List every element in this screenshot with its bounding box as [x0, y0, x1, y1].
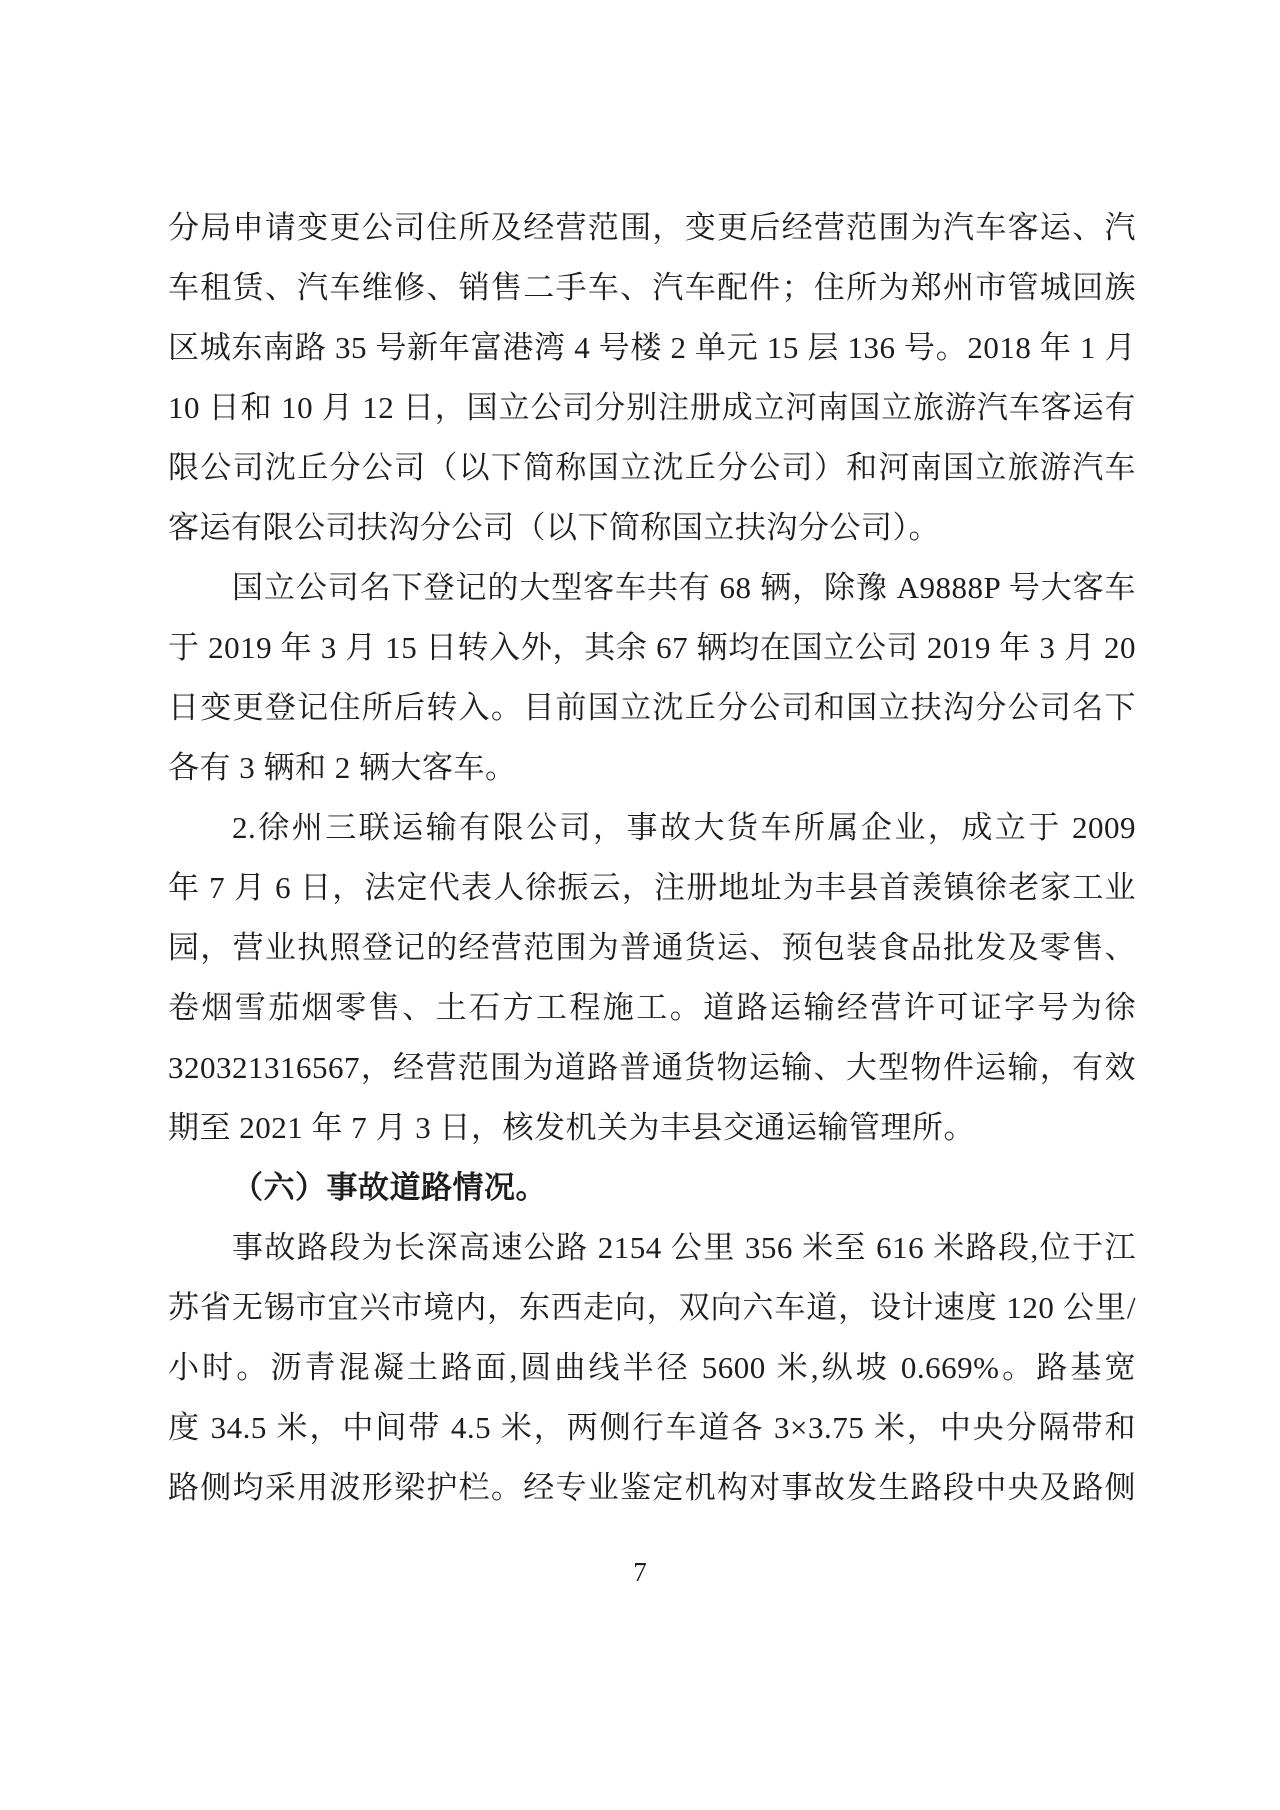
text-line: 限公司沈丘分公司（以下简称国立沈丘分公司）和河南国立旅游汽车	[168, 450, 1136, 485]
text-line: 日变更登记住所后转入。目前国立沈丘分公司和国立扶沟分公司名下	[168, 690, 1136, 725]
text-line: 于 2019 年 3 月 15 日转入外，其余 67 辆均在国立公司 2019 年 3 月 20	[168, 630, 1136, 665]
text-line: 度 34.5 米，中间带 4.5 米，两侧行车道各 3×3.75 米，中央分隔带和	[168, 1410, 1136, 1445]
text-line: 各有 3 辆和 2 辆大客车。	[168, 750, 517, 785]
section-heading: （六）事故道路情况。	[232, 1170, 547, 1205]
text-line: 路侧均采用波形梁护栏。经专业鉴定机构对事故发生路段中央及路侧	[168, 1470, 1136, 1505]
text-block	[168, 198, 1136, 1518]
text-line: 卷烟雪茄烟零售、土石方工程施工。道路运输经营许可证字号为徐	[168, 990, 1136, 1025]
text-line: 园，营业执照登记的经营范围为普通货运、预包装食品批发及零售、	[168, 930, 1136, 965]
text-line: 客运有限公司扶沟分公司（以下简称国立扶沟分公司）。	[168, 510, 940, 545]
text-line: 区城东南路 35 号新年富港湾 4 号楼 2 单元 15 层 136 号。2018 年 1 月	[168, 330, 1136, 365]
text-line: 事故路段为长深高速公路 2154 公里 356 米至 616 米路段,位于江	[232, 1230, 1136, 1265]
text-line: 车租赁、汽车维修、销售二手车、汽车配件；住所为郑州市管城回族	[168, 270, 1136, 305]
text-line: 年 7 月 6 日，法定代表人徐振云，注册地址为丰县首羡镇徐老家工业	[168, 870, 1136, 905]
text-line: 国立公司名下登记的大型客车共有 68 辆，除豫 A9888P 号大客车	[232, 570, 1136, 605]
text-line: 小时。沥青混凝土路面,圆曲线半径 5600 米,纵坡 0.669%。路基宽	[168, 1350, 1136, 1385]
text-line: 期至 2021 年 7 月 3 日，核发机关为丰县交通运输管理所。	[168, 1110, 975, 1145]
text-line: 分局申请变更公司住所及经营范围，变更后经营范围为汽车客运、汽	[168, 210, 1136, 245]
text-line: 320321316567，经营范围为道路普通货物运输、大型物件运输，有效	[168, 1050, 1136, 1085]
text-line: 10 日和 10 月 12 日，国立公司分别注册成立河南国立旅游汽车客运有	[168, 390, 1136, 425]
text-line: 苏省无锡市宜兴市境内，东西走向，双向六车道，设计速度 120 公里/	[168, 1290, 1136, 1325]
text-line: 2.徐州三联运输有限公司，事故大货车所属企业，成立于 2009	[232, 810, 1136, 845]
page-number: 7	[633, 1557, 647, 1587]
